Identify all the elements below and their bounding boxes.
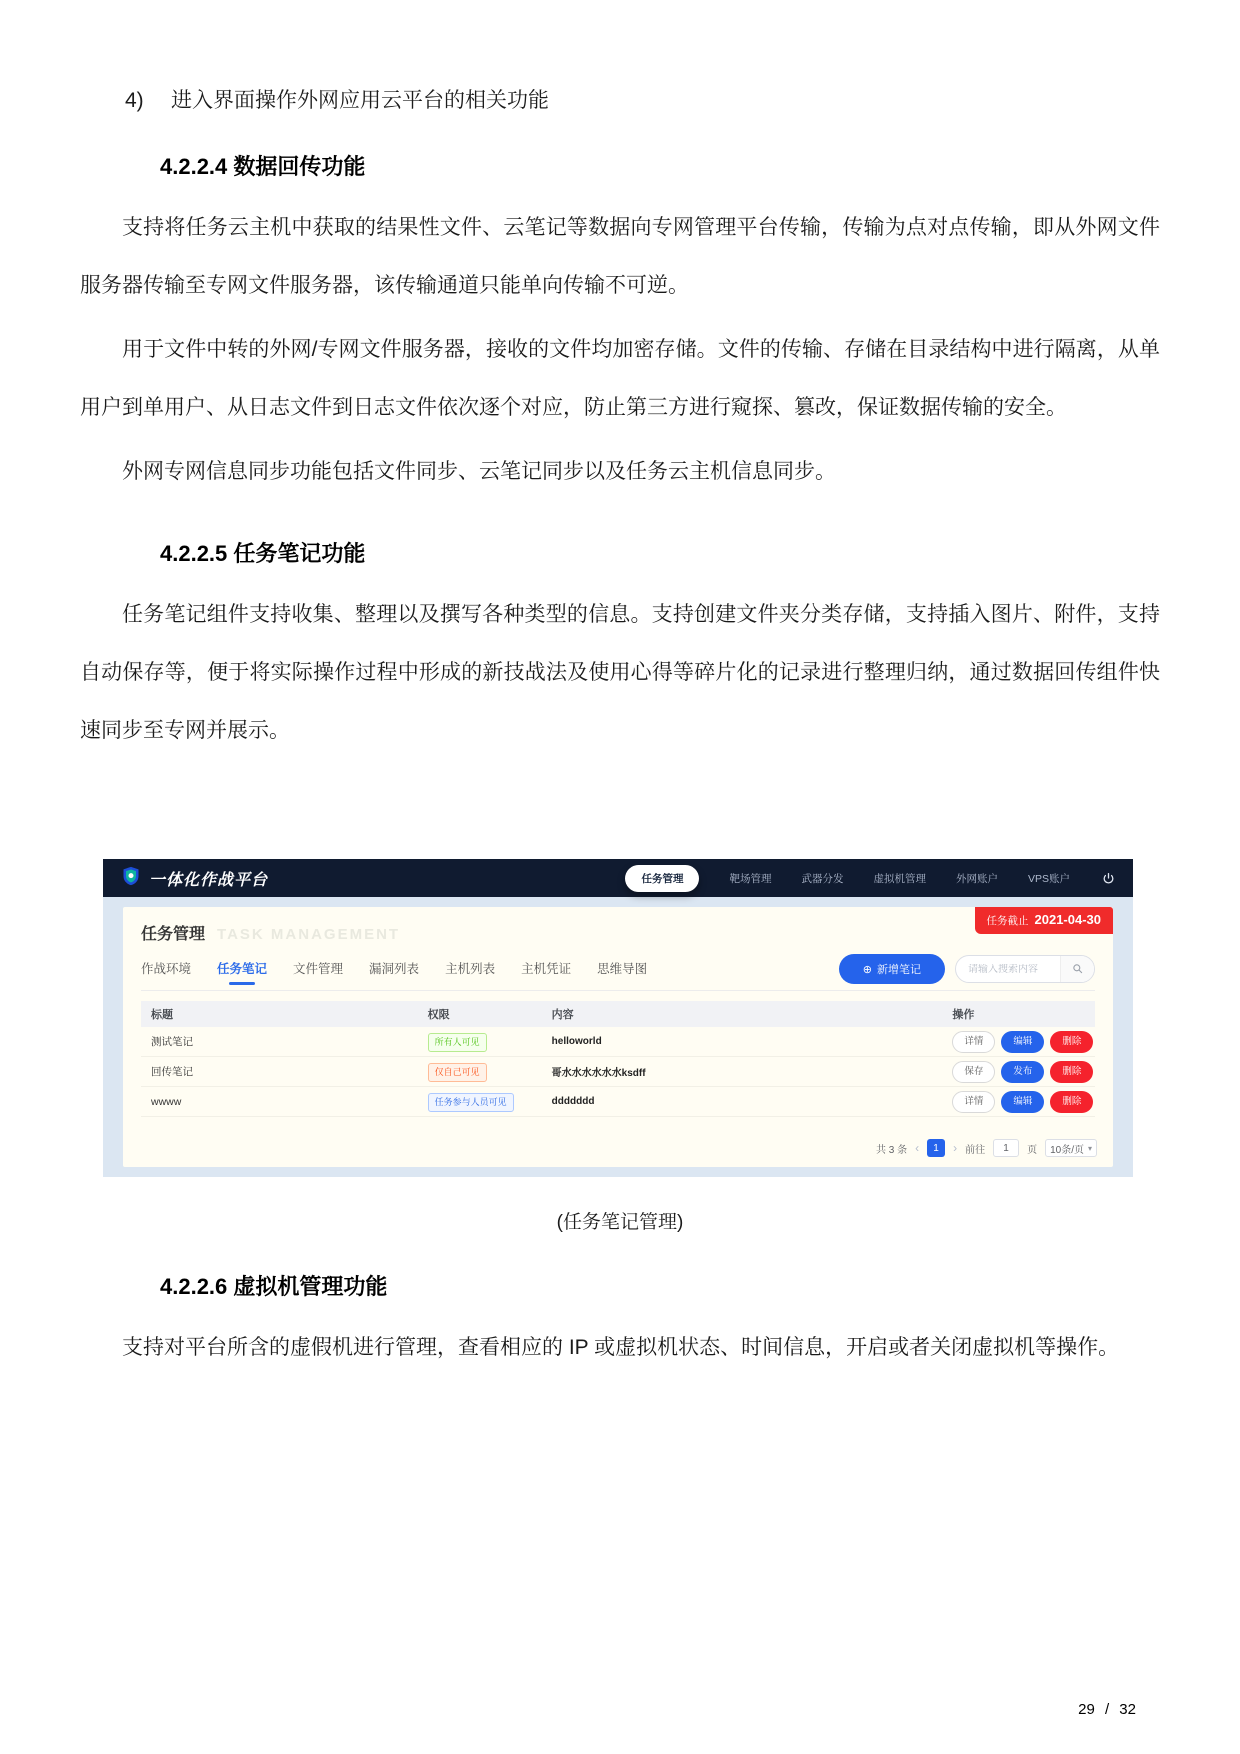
note-title: 回传笔记 xyxy=(151,1066,193,1079)
visibility-tag: 所有人可见 xyxy=(428,1033,487,1052)
col-title: 标题 xyxy=(151,1009,173,1022)
edit-button[interactable]: 编辑 xyxy=(1001,1031,1044,1053)
table-header-row xyxy=(141,1001,1095,1027)
plus-icon: ⊕ xyxy=(862,963,872,976)
note-title: 测试笔记 xyxy=(151,1036,193,1049)
brand xyxy=(121,866,268,891)
nav-item-range-management[interactable]: 靶场管理 xyxy=(729,872,772,885)
deadline-label: 任务截止 xyxy=(986,915,1029,928)
search-button[interactable] xyxy=(1060,955,1094,983)
top-navbar xyxy=(103,859,1133,897)
publish-button[interactable]: 发布 xyxy=(1001,1061,1044,1083)
add-note-label: 新增笔记 xyxy=(877,964,921,977)
tab-mind-map[interactable]: 思维导图 xyxy=(597,962,648,977)
deadline-badge xyxy=(975,907,1114,934)
page-size-select[interactable] xyxy=(1045,1139,1097,1157)
paragraph-data-return-2: 用于文件中转的外网/专网文件服务器，接收的文件均加密存储。文件的传输、存储在目录结构中进行隔离，从单用户到单用户、从日志文件到日志文件依次逐个对应，防止第三方进行窥探、篡改，保证数据传输的安全。 xyxy=(80,338,1160,420)
save-button[interactable]: 保存 xyxy=(952,1061,995,1083)
tab-host-credentials[interactable]: 主机凭证 xyxy=(521,962,572,977)
pagination xyxy=(876,1139,1097,1157)
add-note-button[interactable] xyxy=(839,954,945,984)
chevron-down-icon: ▾ xyxy=(1087,1143,1092,1153)
paragraph-task-note: 任务笔记组件支持收集、整理以及撰写各种类型的信息。支持创建文件夹分类存储，支持插入图片、附件，支持自动保存等，便于将实际操作过程中形成的新技战法及使用心得等碎片化的记录进行整理归纳，通过数据回传组件快速同步至专网并展示。 xyxy=(80,603,1160,743)
list-item-number: 4) xyxy=(125,89,144,112)
search-input[interactable] xyxy=(956,964,1060,975)
table-row xyxy=(141,1057,1095,1087)
tabs xyxy=(141,959,647,985)
platform-logo-icon xyxy=(121,866,141,891)
nav-item-weapon-dispatch[interactable]: 武器分发 xyxy=(801,872,844,885)
current-page-button[interactable]: 1 xyxy=(927,1139,945,1157)
page-size-value: 10条/页 xyxy=(1050,1144,1084,1156)
goto-unit: 页 xyxy=(1027,1144,1038,1156)
note-content: 哥水水水水水水ksdff xyxy=(551,1068,646,1080)
visibility-tag: 仅自己可见 xyxy=(428,1063,487,1082)
prev-page-button[interactable]: ‹ xyxy=(915,1141,920,1156)
tab-file-management[interactable]: 文件管理 xyxy=(293,962,344,977)
col-permission: 权限 xyxy=(427,1009,450,1022)
main-nav xyxy=(625,865,1115,892)
delete-button[interactable]: 删除 xyxy=(1050,1091,1093,1113)
detail-button[interactable]: 详情 xyxy=(952,1091,995,1113)
deadline-date: 2021-04-30 xyxy=(1034,912,1101,928)
paragraph-vm-management: 支持对平台所含的虚假机进行管理，查看相应的 IP 或虚拟机状态、时间信息，开启或者关闭虚拟机等操作。 xyxy=(122,1336,1120,1360)
heading-4-2-2-5: 4.2.2.5 任务笔记功能 xyxy=(160,541,366,567)
task-management-card xyxy=(123,907,1113,1167)
total-count: 共 3 条 xyxy=(875,1144,908,1156)
heading-4-2-2-6: 4.2.2.6 虚拟机管理功能 xyxy=(160,1274,388,1300)
goto-page-input[interactable]: 1 xyxy=(993,1139,1019,1157)
power-icon[interactable] xyxy=(1102,872,1115,885)
notes-table xyxy=(141,1001,1095,1117)
next-page-button[interactable]: › xyxy=(953,1141,958,1156)
tab-combat-env[interactable]: 作战环境 xyxy=(141,962,192,977)
col-content: 内容 xyxy=(551,1009,574,1022)
tabs-divider xyxy=(141,990,1095,991)
ui-body xyxy=(103,897,1133,1177)
nav-item-extranet-account[interactable]: 外网账户 xyxy=(955,872,998,885)
note-content: ddddddd xyxy=(551,1096,595,1108)
figure-caption: (任务笔记管理) xyxy=(556,1212,684,1234)
tab-vuln-list[interactable]: 漏洞列表 xyxy=(369,962,420,977)
delete-button[interactable]: 删除 xyxy=(1050,1031,1093,1053)
page-title: 任务管理 xyxy=(141,926,206,944)
page-title-en: TASK MANAGEMENT xyxy=(217,926,401,944)
heading-4-2-2-4: 4.2.2.4 数据回传功能 xyxy=(160,154,366,180)
tab-task-notes[interactable]: 任务笔记 xyxy=(217,959,267,985)
col-actions: 操作 xyxy=(952,1009,975,1022)
nav-item-task-management[interactable]: 任务管理 xyxy=(625,865,699,892)
nav-item-vps-account[interactable]: VPS账户 xyxy=(1027,872,1070,885)
card-header xyxy=(123,907,1113,991)
paragraph-data-return-1: 支持将任务云主机中获取的结果性文件、云笔记等数据向专网管理平台传输，传输为点对点传输，即从外网文件服务器传输至专网文件服务器，该传输通道只能单向传输不可逆。 xyxy=(80,216,1160,298)
table-row xyxy=(141,1027,1095,1057)
edit-button[interactable]: 编辑 xyxy=(1001,1091,1044,1113)
table-row xyxy=(141,1087,1095,1117)
delete-button[interactable]: 删除 xyxy=(1050,1061,1093,1083)
list-item-text: 进入界面操作外网应用云平台的相关功能 xyxy=(171,89,549,112)
page-number: 29 / 32 xyxy=(1078,1701,1136,1718)
note-content: helloworld xyxy=(551,1036,602,1048)
visibility-tag: 任务参与人员可见 xyxy=(428,1093,514,1112)
goto-label: 前往 xyxy=(965,1144,986,1156)
paragraph-sync-info: 外网专网信息同步功能包括文件同步、云笔记同步以及任务云主机信息同步。 xyxy=(122,460,836,484)
platform-title: 一体化作战平台 xyxy=(149,871,269,889)
search-icon xyxy=(1072,962,1083,977)
note-title: wwww xyxy=(151,1095,182,1108)
search-box xyxy=(955,955,1095,983)
tabs-row xyxy=(141,954,1095,990)
tab-host-list[interactable]: 主机列表 xyxy=(445,962,496,977)
detail-button[interactable]: 详情 xyxy=(952,1031,995,1053)
task-note-screenshot xyxy=(103,859,1133,1177)
list-item-4 xyxy=(125,88,1160,114)
nav-item-vm-management[interactable]: 虚拟机管理 xyxy=(873,872,926,885)
